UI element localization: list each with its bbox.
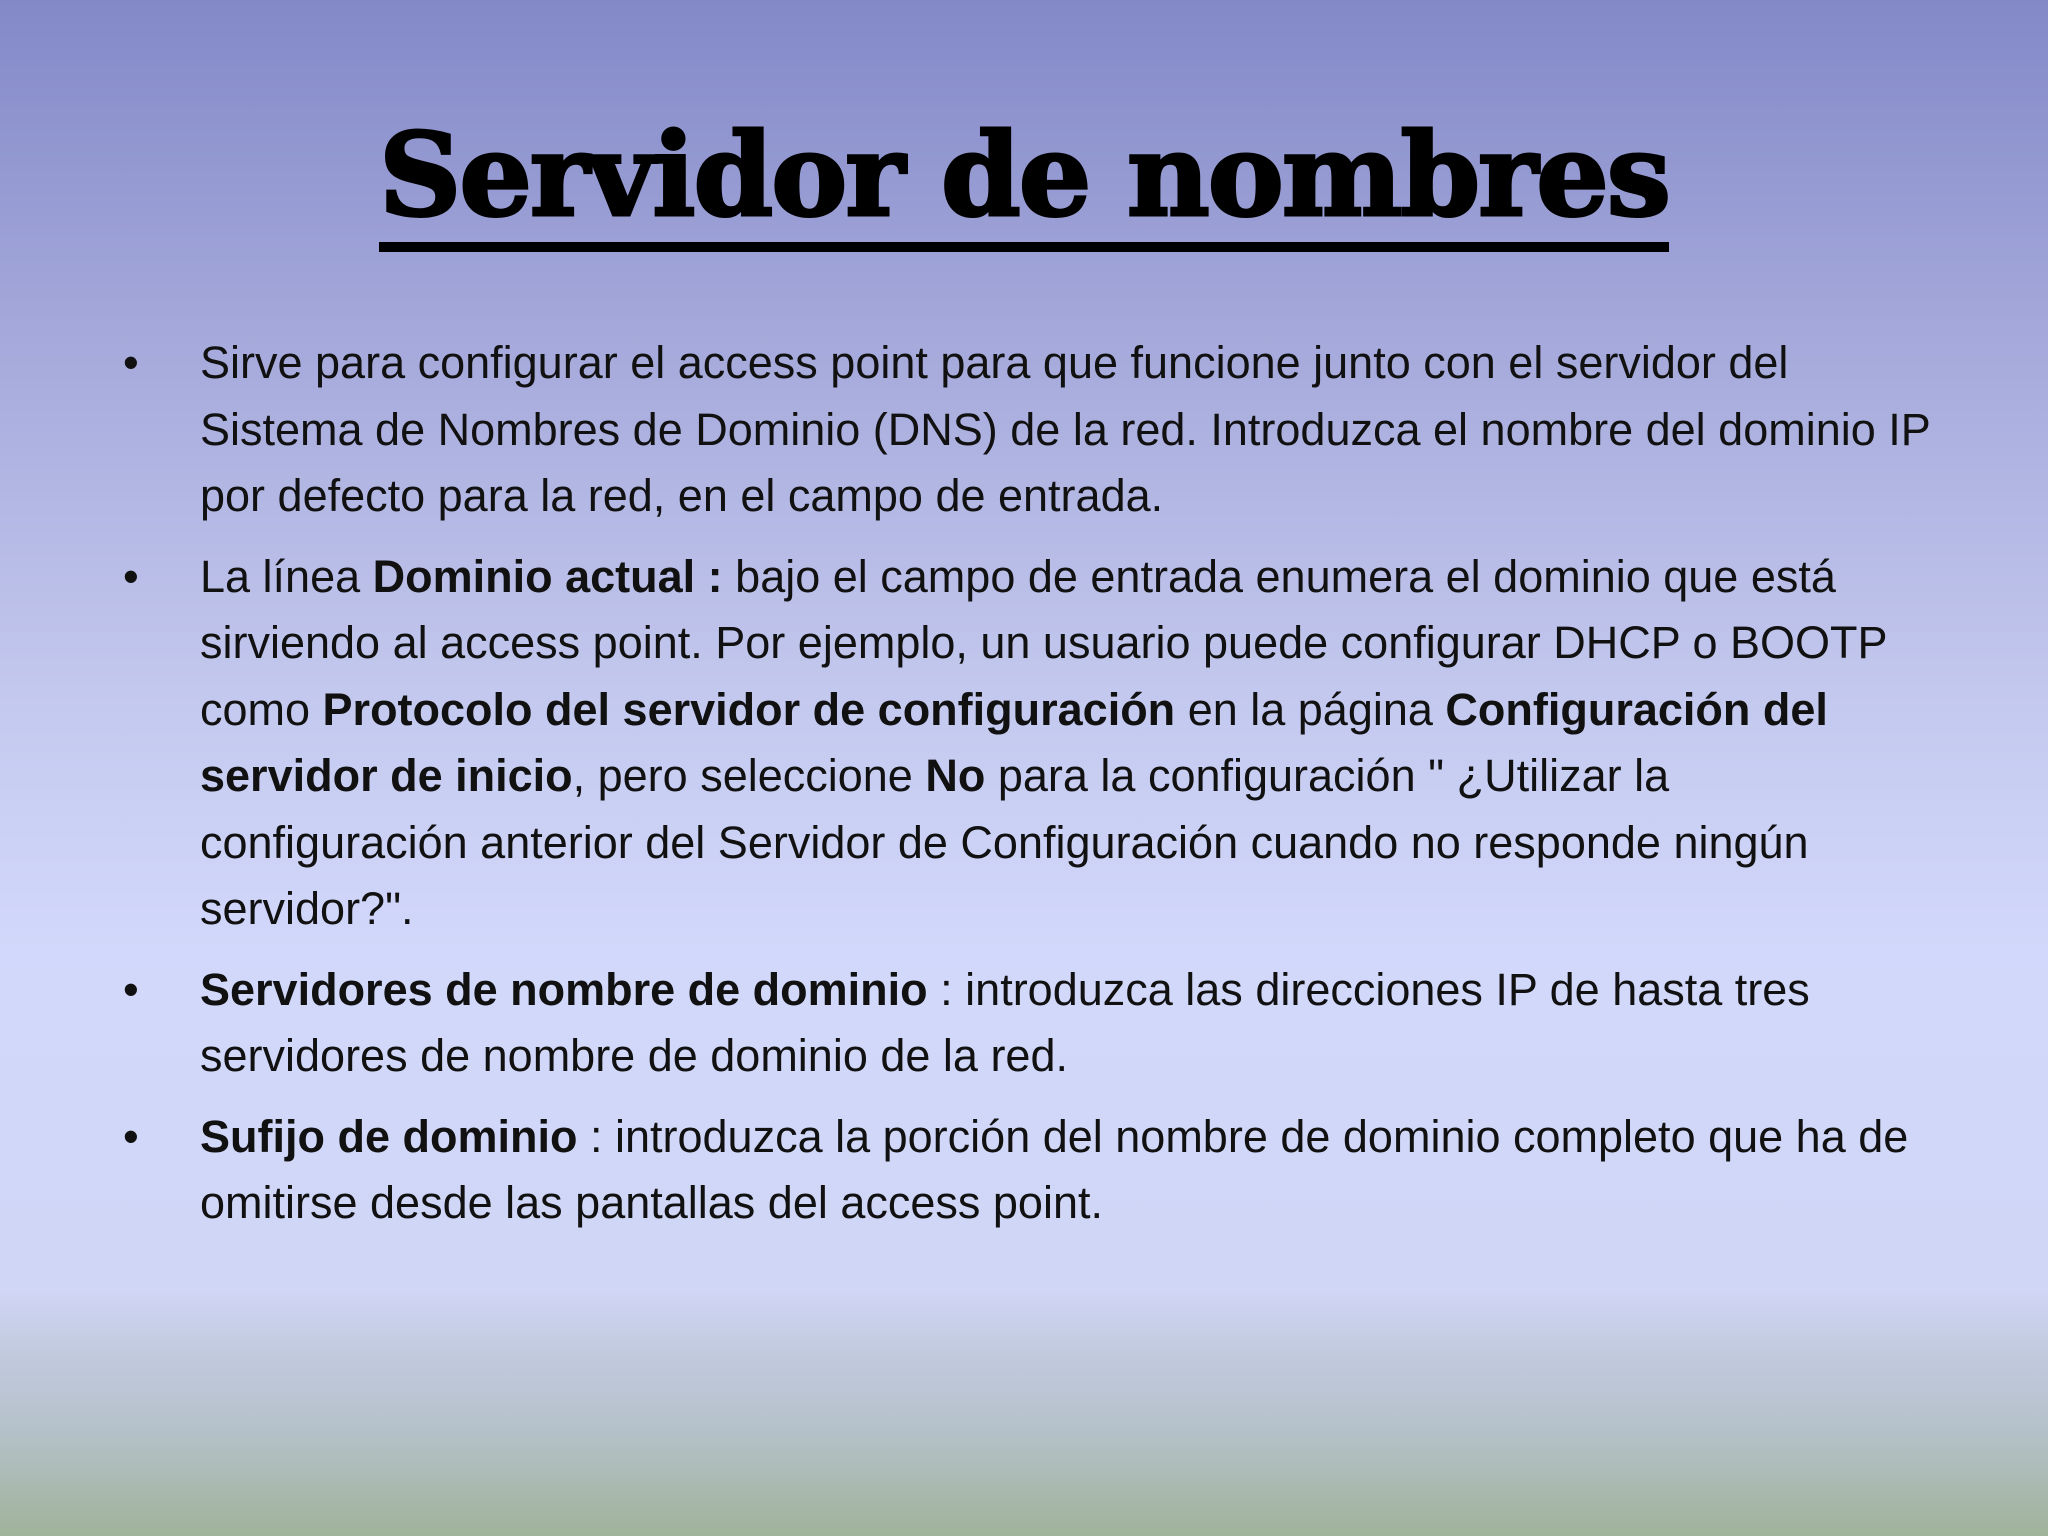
bullet-4-text: : introduzca la porción del nombre de dominio completo que ha de omitirse desde las pantallas del access point. bbox=[200, 1110, 1909, 1228]
slide-title bbox=[0, 110, 2048, 252]
bullet-item-3 bbox=[200, 957, 1940, 1090]
bullet-2-text-1: La línea bbox=[200, 550, 373, 602]
slide-title-text: Servidor de nombres bbox=[379, 110, 1669, 252]
bullet-2-bold-4: No bbox=[925, 750, 986, 801]
bullet-3-text: : introduzca las direcciones IP de hasta tres servidores de nombre de dominio de la red. bbox=[200, 963, 1810, 1081]
bullet-2-text-4: , pero seleccione bbox=[572, 750, 926, 801]
bullet-2-text-2: bajo el campo de entrada enumera el dominio que está sirviendo al access point. Por ejemplo, un usuario puede configurar DHCP o BOOTP como bbox=[200, 550, 1887, 735]
bullet-2-text-3: en la página bbox=[1175, 683, 1446, 735]
bullet-2-text-5: para la configuración " ¿Utilizar la configuración anterior del Servidor de Configuración cuando no responde ningún servidor?". bbox=[200, 750, 1809, 934]
bullet-list bbox=[200, 330, 1940, 1251]
bullet-3-bold: Servidores de nombre de dominio bbox=[200, 963, 928, 1015]
bullet-item-2 bbox=[200, 544, 1940, 943]
bullet-1-text: Sirve para configurar el access point para que funcione junto con el servidor del Sistema de Nombres de Dominio (DNS) de la red. Introduzca el nombre del dominio IP por defecto para la red, en el campo de entrada. bbox=[200, 337, 1930, 521]
bullet-2-bold-1: Dominio actual : bbox=[372, 550, 723, 602]
bullet-item-1 bbox=[200, 330, 1940, 530]
bullet-4-bold: Sufijo de dominio bbox=[200, 1110, 578, 1162]
bullet-2-bold-3: Configuración del servidor de inicio bbox=[200, 683, 1828, 801]
bullet-2-bold-2: Protocolo del servidor de configuración bbox=[322, 683, 1176, 735]
bullet-item-4 bbox=[200, 1104, 1940, 1237]
